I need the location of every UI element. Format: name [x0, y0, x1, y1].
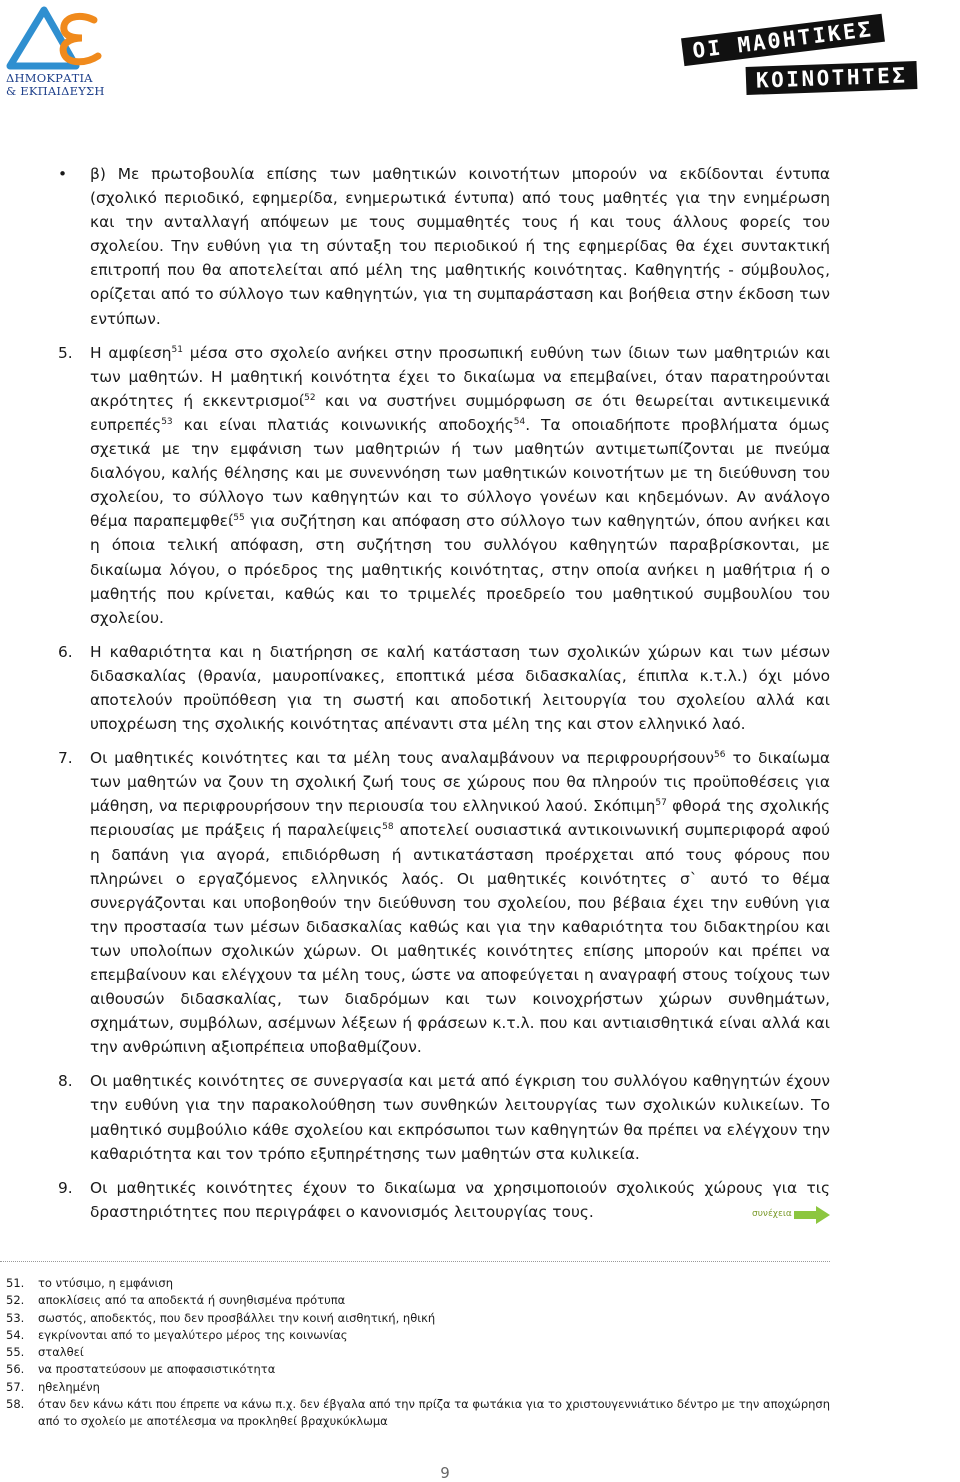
badge-line-1: ΟΙ ΜΑΘΗΤΙΚΕΣ: [681, 14, 885, 66]
list-marker: 6.: [58, 642, 73, 661]
title-badge: [660, 0, 960, 110]
logo-text: [6, 72, 116, 98]
footnote-text: σωστός, αποδεκτός, που δεν προσβάλλει την κοινή αισθητική, ηθική: [38, 1310, 436, 1325]
footnote-text: όταν δεν κάνω κάτι που έπρεπε να κάνω π.χ. δεν έβγαλα από την πρίζα τα φωτάκια για το χριστουγεννιάτικο δέντρο με την αποχώρηση από το σχολείο με αποτέλεσμα να προκληθεί βραχυκύκλωμα: [38, 1397, 830, 1429]
footnote-text: το ντύσιμο, η εμφάνιση: [38, 1276, 173, 1290]
badge-line-2: ΚΟΙΝΟΤΗΤΕΣ: [746, 61, 918, 95]
footnote: [6, 1396, 836, 1431]
list-item: [58, 640, 830, 736]
list-item: [58, 341, 830, 630]
footnote-number: 58.: [6, 1397, 25, 1412]
footnote-number: 56.: [6, 1362, 25, 1377]
footnote-text: να προστατεύσουν με αποφασιστικότητα: [38, 1362, 276, 1377]
footnote: [6, 1310, 836, 1327]
footnote-number: 54.: [6, 1327, 25, 1342]
list-item-text: Οι μαθητικές κοινότητες έχουν το δικαίωμα να χρησιμοποιούν σχολικούς χώρους για τις δραστηριότητες που περιγράφει ο κανονισμός λειτουργίας τους.: [90, 1178, 830, 1221]
list-marker: 5.: [58, 343, 73, 362]
logo: [6, 6, 106, 98]
footnote-number: 52.: [6, 1293, 25, 1308]
footnote-text: αποκλίσεις από τα αποδεκτά ή συνηθισμένα πρότυπα: [38, 1293, 346, 1308]
footnote: [6, 1361, 836, 1378]
logo-line-2: & ΕΚΠΑΙΔΕΥΣΗ: [6, 84, 105, 98]
list-item-text: Η αμφίεση$^{51}$ μέσα στο σχολείο ανήκει στην προσωπική ευθύνη των ίδιων των μαθητριών και των μαθητών. Η μαθητική κοινότητα έχει το δικαίωμα να επεμβαίνει, όταν παρατηρούνται ακρότητες ή εκκεντρισμοί$^{52}$ και να συστήνει συμμόρφωση σε ότι θεωρείται αντικειμενικά ευπρεπές$^{53}$ και είναι πλατιάς κοινωνικής αποδοχής$^{54}$. Τα οποιαδήποτε προβλήματα όμως σχετικά με την εμφάνιση των μαθητριών ή των μαθητών αντιμετωπίζονται με πνεύμα διαλόγου, καλής θέλησης και με συνεννόηση των μαθητικών κοινοτήτων με τη διεύθυνση του σχολείου, το σύλλογο των καθηγητών και το σύλλογο γονέων και κηδεμόνων. Αν ανάλογο θέμα παραπεμφθεί$^{55}$ για συζήτηση και απόφαση στο σύλλογο των καθηγητών, όπου ανήκει και η όποια τελική απόφαση, στη συζήτηση του συλλόγου καθηγητών παραβρίσκονται, με δικαίωμα λόγου, ο πρόεδρος της μαθητικής κοινότητας, στην οποία ανήκει η μαθήτρια ή ο μαθητής που κρίνεται, καθώς και το τριμελές προεδρείο του μαθητικού συμβουλίου του σχολείου.: [90, 343, 831, 627]
arrow-right-icon: [794, 1206, 830, 1224]
footnote-number: 51.: [6, 1276, 25, 1290]
page-number: 9: [440, 1464, 450, 1482]
list-item-text: Οι μαθητικές κοινότητες και τα μέλη τους αναλαμβάνουν να περιφρουρήσουν$^{56}$ το δικαίωμα των μαθητών να ζουν τη σχολική ζωή τους σε χώρους που θα πληρούν τις προϋποθέσεις για μάθηση, να περιφρουρήσουν την περιουσία του ελληνικού λαού. Σκόπιμη$^{57}$ φθορά της σχολικής περιουσίας με πράξεις ή παραλείψεις$^{58}$ αποτελεί ουσιαστικά αντικοινωνική συμπεριφορά αφού η δαπάνη για αγορά, επιδιόρθωση ή αντικατάσταση προέρχεται από τους φόρους που πληρώνει ο εργαζόμενος ελληνικός λαός. Οι μαθητικές κοινότητες σ` αυτό το θέμα συνεργάζονται και υποβοηθούν την διεύθυνση του σχολείου, που βέβαια έχει την ευθύνη για την προστασία των μέσων διδασκαλίας καθώς και για την καθαριότητα του διδακτηρίου και των υπολοίπων σχολικών χώρων. Οι μαθητικές κοινότητες επίσης μπορούν και πρέπει να επεμβαίνουν και ελέγχουν τα μέλη τους, ώστε να αποφεύγεται η αναγραφή στους τοίχους των αιθουσών διδασκαλίας, των διαδρόμων και των κοινοχρήστων χώρων συνθημάτων, σχημάτων, συμβόλων, ασέμνων λέξεων ή φράσεων κ.τ.λ. που και αντιαισθητικά είναι αλλά και την ανθρώπινη αξιοπρέπεια υποβαθμίζουν.: [90, 749, 831, 1057]
footnote: [6, 1292, 836, 1309]
continue-indicator[interactable]: [752, 1206, 832, 1224]
footnote: [6, 1344, 836, 1361]
list-item: [58, 1176, 830, 1224]
main-content: [58, 162, 830, 1234]
footnote-number: 55.: [6, 1345, 25, 1360]
list-marker: •: [58, 165, 68, 183]
footnote-text: σταλθεί: [38, 1345, 84, 1360]
footnote: [6, 1379, 836, 1396]
footnote-text: ηθελημένη: [38, 1379, 100, 1394]
list-marker: 8.: [58, 1072, 73, 1091]
footnote-divider: [0, 1261, 830, 1262]
footnote-number: 57.: [6, 1379, 25, 1394]
list-item-text: Οι μαθητικές κοινότητες σε συνεργασία και μετά από έγκριση του συλλόγου καθηγητών έχουν την ευθύνη για την παρακολούθηση των συνθηκών λειτουργίας των σχολικών κυλικείων. Το μαθητικό συμβούλιο κάθε σχολείου και εκπρόσωποι των καθηγητών θα πρέπει να ελέγχουν την καθαριότητα και τον τρόπο εξυπηρέτησης των μαθητών στα κυλικεία.: [90, 1072, 830, 1163]
footnotes: [6, 1275, 836, 1431]
continue-label: συνέχεια: [752, 1209, 792, 1219]
logo-mark-icon: [6, 6, 106, 72]
list-item-text: Η καθαριότητα και η διατήρηση σε καλή κατάσταση των σχολικών χώρων και των μέσων διδασκαλίας (θρανία, μαυροπίνακες, εποπτικά μέσα διδασκαλίας, έπιπλα κ.τ.λ.) όχι μόνο αποτελούν προϋπόθεση για τη σωστή και αποδοτική λειτουργία του σχολείου αλλά και υποχρέωση της σχολικής κοινότητας απέναντι στα μέλη της και στον ελληνικό λαό.: [90, 642, 830, 734]
footnote-text: εγκρίνονται από το μεγαλύτερο μέρος της κοινωνίας: [38, 1327, 348, 1342]
footnote: [6, 1327, 836, 1344]
list-item: [58, 1069, 830, 1165]
logo-line-1: ΔΗΜΟΚΡΑΤΙΑ: [6, 71, 93, 85]
list-item: [58, 162, 830, 331]
list-item-text: β) Με πρωτοβουλία επίσης των μαθητικών κοινοτήτων μπορούν να εκδίδονται έντυπα (σχολικό περιοδικό, εφημερίδα, ενημερωτικά έντυπα) από τους μαθητές για την ενημέρωση και την ανταλλαγή απόψεων με τους συμμαθητές τους ή και τους άλλους φορείς του σχολείου. Την ευθύνη για τη σύνταξη του περιοδικού ή της εφημερίδας θα έχει συντακτική επιτροπή που θα αποτελείται από μέλη της μαθητικής κοινότητας. Καθηγητής - σύμβουλος, ορίζεται από το σύλλογο των καθηγητών, για τη συμπαράσταση και βοήθεια στην έκδοση των εντύπων.: [90, 165, 830, 328]
list-marker: 9.: [58, 1178, 73, 1197]
footnote-number: 53.: [6, 1310, 25, 1325]
footnote: [6, 1275, 836, 1292]
list-item: [58, 746, 830, 1059]
list-marker: 7.: [58, 749, 73, 768]
